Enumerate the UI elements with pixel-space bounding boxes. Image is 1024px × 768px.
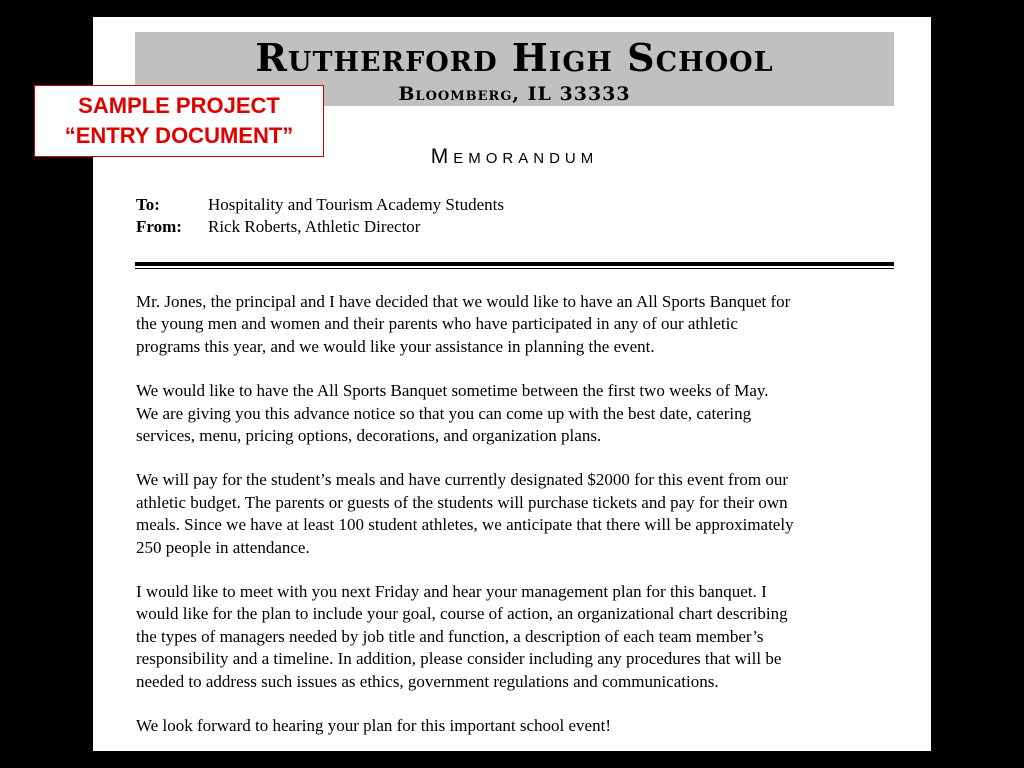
- memo-line: I would like to meet with you next Friday and hear your management plan for this banquet. I: [136, 582, 767, 602]
- memo-line: Mr. Jones, the principal and I have decided that we would like to have an All Sports Banquet for: [136, 292, 791, 311]
- sample-project-callout: [34, 85, 324, 157]
- memo-line: We would like to have the All Sports Banquet sometime between the first two weeks of May.: [136, 381, 769, 401]
- memo-paragraph: [136, 291, 896, 358]
- from-row: [136, 216, 504, 238]
- callout-line-1: SAMPLE PROJECT: [78, 93, 280, 118]
- divider-thin: [135, 268, 894, 269]
- memo-paragraph: [136, 469, 896, 559]
- memo-body: [136, 291, 896, 760]
- memo-line: would like for the plan to include your goal, course of action, an organizational chart describing: [136, 604, 788, 624]
- to-value: Hospitality and Tourism Academy Students: [208, 195, 504, 214]
- memo-line: We will pay for the student’s meals and have currently designated $2000 for this event from our: [136, 470, 789, 490]
- memo-line: programs this year, and we would like your assistance in planning the event.: [136, 336, 655, 356]
- memo-header-fields: [136, 194, 504, 238]
- school-address: Bloomberg, IL 33333: [398, 83, 631, 105]
- from-value: Rick Roberts, Athletic Director: [208, 217, 421, 236]
- to-row: [136, 194, 504, 216]
- memo-paragraph: [136, 715, 896, 737]
- memo-line: needed to address such issues as ethics, government regulations and communications.: [136, 671, 719, 691]
- memo-line: athletic budget. The parents or guests of the students will purchase tickets and pay for their own: [136, 492, 788, 512]
- memo-line: services, menu, pricing options, decorations, and organization plans.: [136, 426, 602, 446]
- memo-line: 250 people in attendance.: [136, 537, 310, 557]
- memo-paragraph: [136, 581, 896, 693]
- school-name: Rutherford High School: [255, 35, 774, 80]
- to-label: To:: [136, 195, 160, 214]
- memo-line: the young men and women and their parents who have participated in any of our athletic: [136, 314, 738, 334]
- divider-thick: [135, 262, 894, 266]
- from-label: From:: [136, 217, 182, 236]
- memo-line: meals. Since we have at least 100 student athletes, we anticipate that there will be approximately: [136, 515, 794, 535]
- memo-line: the types of managers needed by job title and function, a description of each team member’s: [136, 626, 764, 646]
- memo-line: We look forward to hearing your plan for this important school event!: [136, 716, 611, 736]
- memo-line: responsibility and a timeline. In addition, please consider including any procedures that will be: [136, 649, 782, 669]
- memo-title: Memorandum: [430, 145, 599, 168]
- memo-paragraph: [136, 380, 896, 447]
- memo-line: We are giving you this advance notice so that you can come up with the best date, catering: [136, 403, 752, 423]
- callout-line-2: “ENTRY DOCUMENT”: [64, 123, 294, 148]
